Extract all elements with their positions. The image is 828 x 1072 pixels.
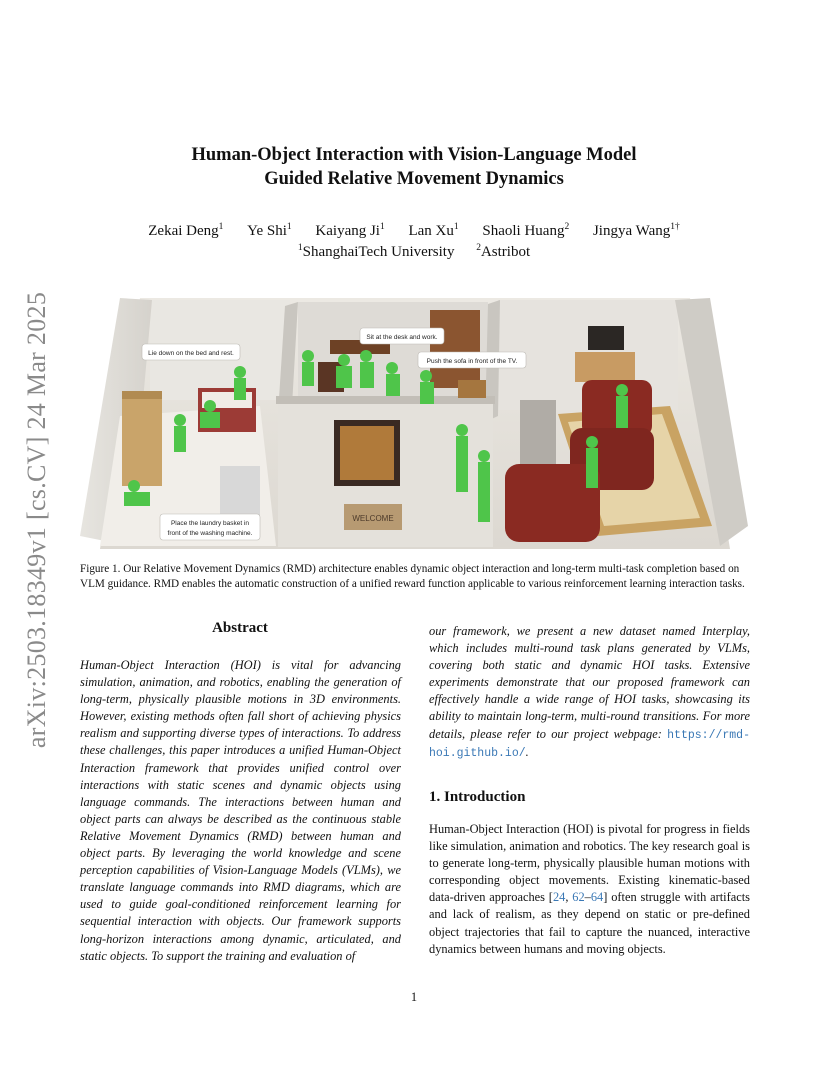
author: Kaiyang Ji$^1$ bbox=[315, 222, 385, 239]
callout-bed bbox=[142, 344, 240, 360]
affiliation: $^1$ShanghaiTech University bbox=[297, 243, 455, 260]
grey-sofa bbox=[520, 400, 556, 470]
arxiv-sidebar bbox=[17, 285, 57, 755]
section-heading-introduction: 1. Introduction bbox=[429, 789, 526, 805]
author: Zekai Deng$^1$ bbox=[148, 222, 224, 239]
abstract-period: . bbox=[525, 744, 529, 759]
wardrobe-top bbox=[122, 391, 162, 399]
callout-desk-text: Sit at the desk and work. bbox=[366, 334, 438, 341]
doormat-text: WELCOME bbox=[352, 514, 394, 523]
tv-stand bbox=[575, 352, 635, 382]
author: Ye Shi$^1$ bbox=[247, 222, 292, 239]
page-number: 1 bbox=[410, 990, 418, 1004]
callout-laundry-text-2: front of the washing machine. bbox=[167, 530, 253, 537]
figure-1-illustration bbox=[80, 296, 748, 549]
author: Lan Xu$^1$ bbox=[408, 222, 459, 239]
arxiv-id: arXiv:2503.18349v1 [cs.CV] 24 Mar 2025 bbox=[22, 291, 51, 749]
callout-sofa-text: Push the sofa in front of the TV. bbox=[426, 358, 518, 365]
cabinet bbox=[430, 310, 480, 388]
title-line-1: Human-Object Interaction with Vision-Language Model bbox=[191, 145, 637, 165]
author: Jingya Wang$^{1\dagger}$ bbox=[592, 222, 680, 239]
introduction-text: Human-Object Interaction (HOI) is pivotal for progress in fields like simulation, animation and robotics. The key research goal is to generate long-term, physically plausible human motions with corresponding object movements. Existing kinematic-based data-driven approaches [24, 62–64] often struggle with artifacts and lack of realism, as they depend on static or pre-defined object trajectories that fail to capture the nuanced, interactive dynamics between humans and moving objects. bbox=[429, 822, 751, 956]
figure-1 bbox=[80, 296, 748, 549]
callout-sofa bbox=[418, 352, 526, 368]
callout-desk bbox=[360, 328, 444, 344]
citation-link[interactable]: 64 bbox=[590, 890, 604, 905]
citation-link[interactable]: 24 bbox=[552, 890, 566, 905]
abstract-heading: Abstract bbox=[212, 620, 268, 636]
wardrobe bbox=[122, 391, 162, 486]
abstract-text-col2 bbox=[429, 623, 750, 762]
figure-caption: Figure 1. Our Relative Movement Dynamics (RMD) architecture enables dynamic object interaction and long-term multi-task completion based on VLM guidance. RMD enables the automatic construction of a unified reward function applicable to various reinforcement learning interaction tasks. bbox=[80, 563, 745, 590]
project-link[interactable]: https://rmd-hoi.github.io/ bbox=[429, 728, 750, 760]
tv bbox=[588, 326, 624, 350]
citation-link[interactable]: 62 bbox=[572, 890, 585, 905]
red-sofa bbox=[505, 464, 600, 542]
callout-laundry-text-1: Place the laundry basket in bbox=[170, 520, 250, 527]
side-table bbox=[458, 380, 486, 398]
affiliation: $^2$Astribot bbox=[476, 243, 531, 260]
title-line-2: Guided Relative Movement Dynamics bbox=[264, 169, 564, 189]
callout-laundry bbox=[160, 514, 260, 540]
painting bbox=[340, 426, 394, 480]
callout-bed-text: Lie down on the bed and rest. bbox=[148, 350, 234, 357]
abstract-text-col1: Human-Object Interaction (HOI) is vital for advancing simulation, animation, and robotics, enabling the generation of long-term, physically plausible motions in 3D environments. However, existing methods often fall short of achieving physics realism and supporting diverse types of interactions. To address these challenges, this paper introduces a unified Human-Object Interaction framework that provides unified control over interactions with static scenes and dynamic objects using language commands. The interactions between human and object parts can always be described as the continuous stable Relative Movement Dynamics (RMD) between human and object parts. By leveraging the world knowledge and scene perception capabilities of Vision-Language Models (VLMs), we translate language commands into RMD diagrams, which are used to guide goal-conditioned reinforcement learning for sequential interaction with objects. Our framework supports long-horizon interactions among dynamic, articulated, and static objects. To support the training and evaluation of bbox=[80, 658, 401, 963]
author: Shaoli Huang$^2$ bbox=[482, 222, 570, 239]
abstract-text-continued: our framework, we present a new dataset named Interplay, which includes multi-round task plans generated by VLMs, covering both static and dynamic HOI tasks. Extensive experiments demonstrate that our proposed framework can effectively handle a wide range of HOI tasks, showcasing its ability to maintain long-term, multi-round transitions. For more details, please refer to our project webpage: bbox=[429, 624, 750, 741]
affiliation-list bbox=[0, 238, 828, 262]
paper-title bbox=[0, 143, 828, 191]
